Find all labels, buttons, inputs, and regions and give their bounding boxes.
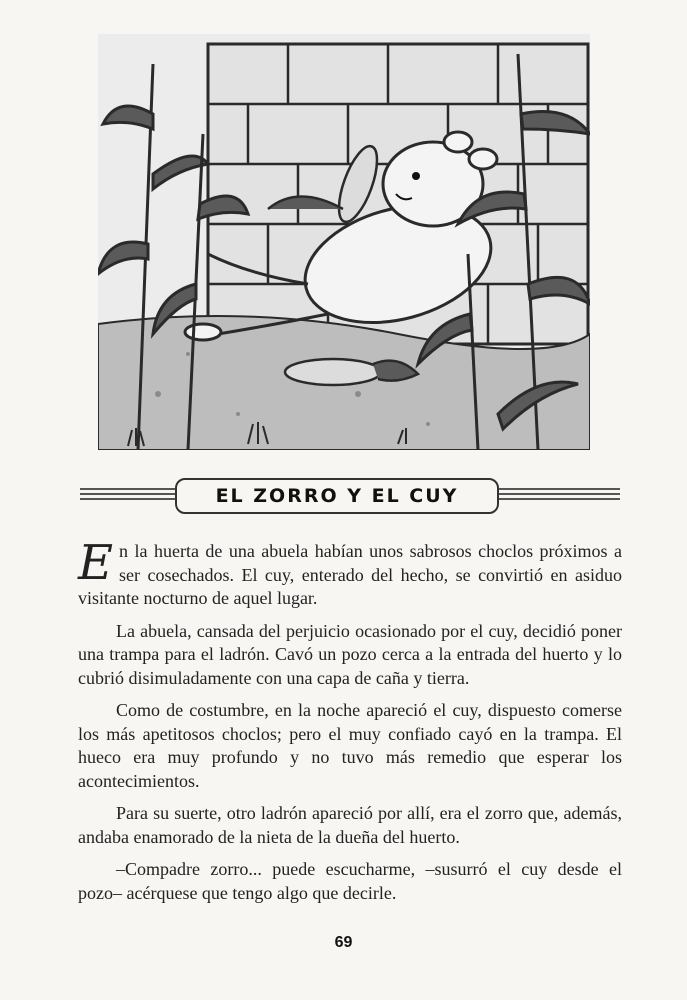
story-body	[78, 535, 622, 914]
paragraph: –Compadre zorro... puede escucharme, –susurró el cuy desde el pozo– acérquese que tengo algo que decirle.	[78, 859, 622, 903]
story-illustration	[98, 34, 590, 450]
title-box	[175, 478, 499, 514]
paragraph-text: n la huerta de una abuela habían unos sabrosos choclos próximos a ser cosechados. El cuy, enterado del hecho, se convirtió en asiduo visitante nocturno de aquel lugar.	[78, 541, 622, 608]
dropcap: E	[78, 535, 114, 591]
title-banner	[80, 474, 620, 514]
paragraph	[78, 535, 622, 611]
paragraph: Como de costumbre, en la noche apareció el cuy, dispuesto comerse los más apetitosos choclos; pero el muy confiado cayó en la trampa. El hueco era muy profundo y no tuvo más remedio que esperar los acontecimientos.	[78, 700, 622, 791]
guinea-pig-eating-corn-icon	[98, 34, 590, 450]
paragraph: La abuela, cansada del perjuicio ocasionado por el cuy, decidió poner una trampa para el ladrón. Cavó un pozo cerca a la entrada del huerto y lo cubrió disimuladamente con una capa de caña y tierra.	[78, 620, 622, 688]
page-number: 69	[334, 934, 353, 951]
paragraph: Para su suerte, otro ladrón apareció por allí, era el zorro que, además, andaba enamorado de la nieta de la dueña del huerto.	[78, 803, 622, 847]
story-title: EL ZORRO Y EL CUY	[215, 485, 459, 507]
